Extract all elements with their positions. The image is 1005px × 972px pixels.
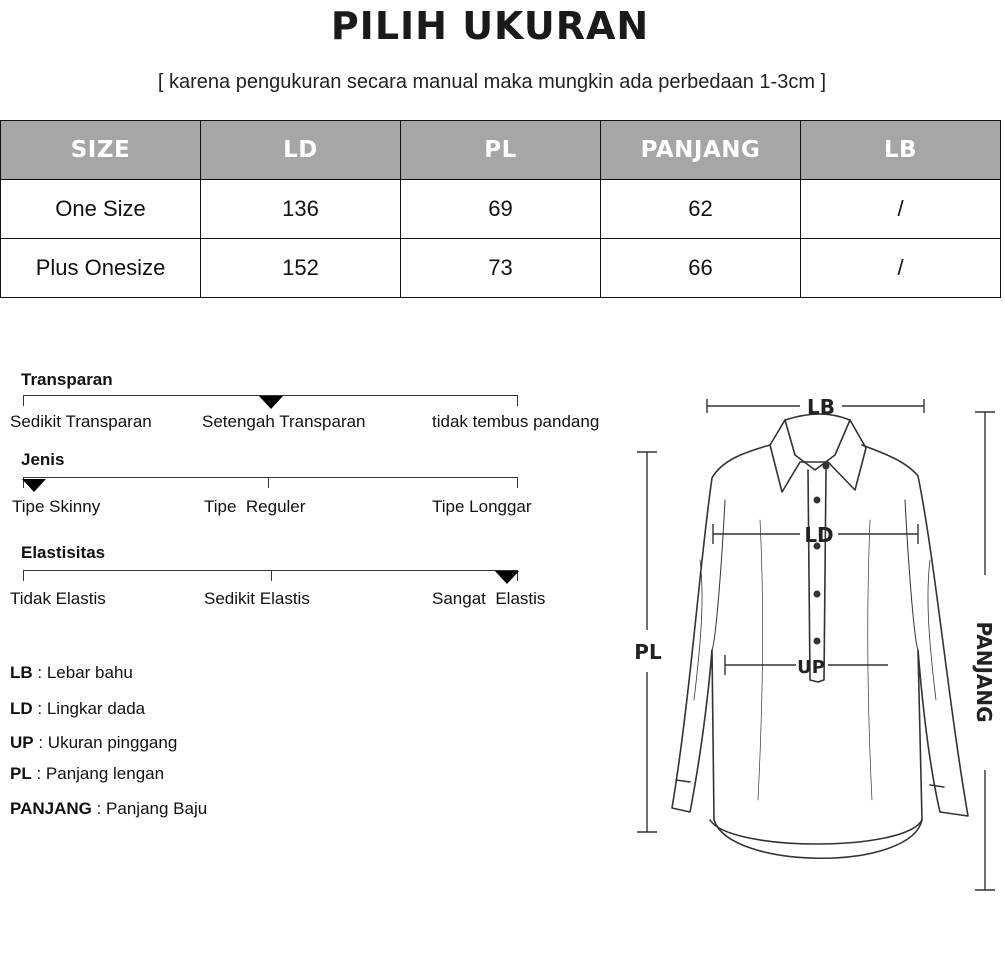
legend-abbr: PL <box>10 764 32 783</box>
measurement-labels <box>634 395 996 723</box>
selected-marker-icon <box>259 396 283 409</box>
diagram-label-ld: LD <box>804 523 834 547</box>
table-row <box>1 239 1001 298</box>
table-cell: / <box>801 180 1001 239</box>
scale-title-transparan: Transparan <box>21 370 113 389</box>
shirt-outline <box>672 414 968 858</box>
legend-item-ld <box>10 699 145 719</box>
scale-line-elastisitas <box>23 570 518 581</box>
diagram-label-pl: PL <box>634 640 662 664</box>
scale-tick <box>268 478 269 488</box>
table-cell: 136 <box>201 180 401 239</box>
table-cell: / <box>801 239 1001 298</box>
table-header-row <box>1 121 1001 180</box>
scale-line-transparan <box>23 395 518 406</box>
legend-desc: : Lebar bahu <box>32 663 133 682</box>
scale-tick <box>517 396 518 406</box>
column-header-panjang: PANJANG <box>601 121 801 180</box>
table-cell: 69 <box>401 180 601 239</box>
scale-option: tidak tembus pandang <box>432 412 600 431</box>
column-header-ld: LD <box>201 121 401 180</box>
legend-item-up <box>10 733 177 753</box>
legend-abbr: PANJANG <box>10 799 92 818</box>
diagram-label-panjang: PANJANG <box>972 621 996 723</box>
table-cell: One Size <box>1 180 201 239</box>
scale-tick <box>23 396 24 406</box>
table-cell: 62 <box>601 180 801 239</box>
legend-abbr: LB <box>10 663 33 682</box>
table-cell: 66 <box>601 239 801 298</box>
legend-desc: : Lingkar dada <box>32 699 146 718</box>
shirt-measurement-diagram <box>620 380 1005 900</box>
scale-option: Sangat Elastis <box>432 589 546 608</box>
scale-option: Sedikit Elastis <box>204 589 310 608</box>
scale-tick <box>517 478 518 488</box>
diagram-label-up: UP <box>797 657 825 678</box>
legend-item-lb <box>10 663 133 683</box>
legend-abbr: UP <box>10 733 34 752</box>
scale-title-elastisitas: Elastisitas <box>21 543 106 562</box>
size-table <box>0 120 1001 298</box>
scale-option: Tipe Longgar <box>432 497 532 516</box>
page-subtitle: [ karena pengukuran secara manual maka mungkin ada perbedaan 1-3cm ] <box>157 71 827 93</box>
shirt-buttons <box>814 463 830 645</box>
legend-desc: : Ukuran pinggang <box>33 733 178 752</box>
selected-marker-icon <box>495 571 519 584</box>
page-title: PILIH UKURAN <box>330 4 650 48</box>
diagram-label-lb: LB <box>807 395 835 419</box>
scale-tick <box>271 571 272 581</box>
legend-desc: : Panjang lengan <box>31 764 165 783</box>
legend-item-pl <box>10 764 164 784</box>
scale-option: Tidak Elastis <box>10 589 106 608</box>
scale-option: Tipe Reguler <box>204 497 306 516</box>
legend-item-panjang <box>10 799 207 819</box>
scale-option: Tipe Skinny <box>12 497 101 516</box>
measurement-lines <box>637 399 995 890</box>
column-header-size: SIZE <box>1 121 201 180</box>
scale-option: Setengah Transparan <box>202 412 366 431</box>
scale-option: Sedikit Transparan <box>10 412 152 431</box>
column-header-pl: PL <box>401 121 601 180</box>
scale-title-jenis: Jenis <box>21 450 65 469</box>
table-cell: Plus Onesize <box>1 239 201 298</box>
table-row <box>1 180 1001 239</box>
table-cell: 73 <box>401 239 601 298</box>
selected-marker-icon <box>22 479 46 492</box>
column-header-lb: LB <box>801 121 1001 180</box>
scale-tick <box>23 571 24 581</box>
legend-abbr: LD <box>10 699 33 718</box>
legend-desc: : Panjang Baju <box>91 799 208 818</box>
table-cell: 152 <box>201 239 401 298</box>
scale-line-jenis <box>23 477 518 488</box>
